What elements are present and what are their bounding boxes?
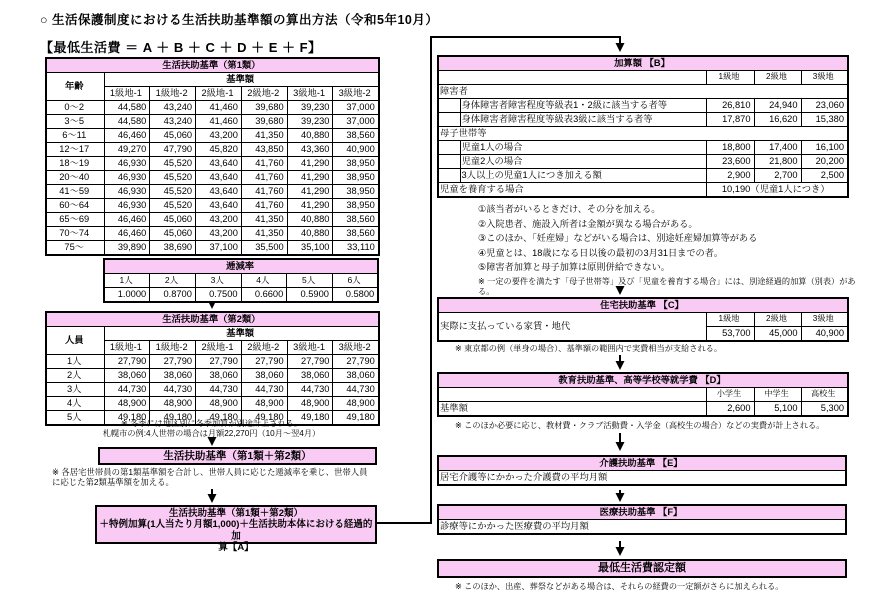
table-cell: 41,350 [241, 227, 287, 241]
row-label: 児童を養育する場合 [438, 183, 706, 198]
table-cell: 37,100 [196, 241, 242, 256]
addition-b-notes [478, 202, 757, 275]
table-cell: 23,060 [801, 99, 848, 113]
row-label: 75～ [46, 241, 104, 256]
table-cell: 45,520 [150, 171, 196, 185]
table1-group-header: 基準額 [104, 73, 379, 87]
table-reduction-rate [103, 258, 379, 303]
table-title-row [438, 298, 848, 313]
table-row [46, 143, 379, 157]
table-cell: 43,200 [196, 213, 242, 227]
section-single-mother: 母子世帯等 [438, 127, 848, 141]
table-header-row [104, 274, 378, 288]
table-cell: 49,180 [150, 411, 196, 426]
indent-cell [438, 155, 460, 169]
table-cell: 27,790 [150, 355, 196, 369]
table-row [46, 383, 379, 397]
row-label: 児童2人の場合 [460, 155, 706, 169]
row-label: 身体障害者障害程度等級表1・2級に該当する者等 [460, 99, 706, 113]
column-header: 1級地-2 [150, 87, 196, 101]
table-cell: 40,880 [287, 129, 333, 143]
table-row [46, 129, 379, 143]
table-cell: 27,790 [104, 355, 150, 369]
table-cell: 45,520 [150, 199, 196, 213]
table-row [438, 402, 848, 417]
table-cell: 0.6600 [241, 288, 287, 303]
row-label: 65～69 [46, 213, 104, 227]
table-row [46, 171, 379, 185]
table-cell: 43,240 [150, 115, 196, 129]
table-cell: 48,900 [150, 397, 196, 411]
winter-note-line1: ※ 冬季には地区別に冬季加算が別途計上される。 [120, 419, 303, 428]
table-cell: 0.5900 [287, 288, 333, 303]
empty-header-cell [438, 71, 706, 85]
table-row [46, 213, 379, 227]
column-header: 1級地 [706, 313, 754, 327]
table-cell: 37,000 [333, 101, 379, 115]
table-cell: 1.0000 [104, 288, 150, 303]
table-cell: 0.8700 [150, 288, 196, 303]
indent-cell [438, 113, 460, 127]
table-row [438, 471, 846, 486]
table-cell: 49,180 [241, 411, 287, 426]
table-cell: 38,060 [104, 369, 150, 383]
table-cell: 39,890 [104, 241, 150, 256]
table-cell: 40,900 [801, 327, 848, 342]
banner-a-line1: 生活扶助基準（第1類＋第2類） [168, 508, 304, 519]
table-cell: 2,900 [706, 169, 754, 183]
note-2: ②入院患者、施設入所者は金額が異なる場合がある。 [478, 218, 698, 229]
table-class1-standard [45, 57, 380, 256]
column-header: 5人 [287, 274, 333, 288]
table-header-row [438, 71, 848, 85]
table-cell: 41,760 [241, 157, 287, 171]
table-cell: 17,400 [754, 141, 801, 155]
note-final: ※ このほか、出産、葬祭などがある場合は、それらの経費の一定額がさらに加えられる。 [455, 582, 784, 591]
table-cell: 39,230 [287, 115, 333, 129]
table-cell: 46,930 [104, 171, 150, 185]
table-cell: 46,930 [104, 199, 150, 213]
table-cell: 41,760 [241, 199, 287, 213]
table-cell: 46,460 [104, 129, 150, 143]
table-cell: 44,730 [196, 383, 242, 397]
table-title-row [438, 505, 846, 520]
table-cell: 41,760 [241, 185, 287, 199]
table-cell: 45,520 [150, 157, 196, 171]
table-cell: 41,290 [287, 199, 333, 213]
table-cell: 26,810 [706, 99, 754, 113]
banner-a-line3: 算【A】 [218, 541, 254, 553]
column-header: 3級地 [801, 313, 848, 327]
banner-a-line2: ＋特例加算(1人当たり月額1,000)＋生活扶助本体における経過的加 [99, 519, 373, 542]
table-cell: 38,060 [196, 369, 242, 383]
table-education-d [437, 372, 849, 417]
table-cell: 49,270 [104, 143, 150, 157]
row-label: 実際に支払っている家賃・地代 [438, 313, 706, 342]
table-cell: 39,680 [241, 115, 287, 129]
table-cell: 46,930 [104, 185, 150, 199]
tableD-title: 教育扶助基準、高等学校等就学費 【D】 [438, 373, 848, 388]
boxF-body: 診療等にかかった医療費の平均月額 [438, 520, 846, 535]
table-cell: 27,790 [241, 355, 287, 369]
table-row [438, 183, 848, 198]
table-row [46, 227, 379, 241]
table-title-row [104, 259, 378, 274]
table-cell: 48,900 [333, 397, 379, 411]
table-cell: 20,200 [801, 155, 848, 169]
table-cell: 27,790 [287, 355, 333, 369]
table-cell: 2,600 [706, 402, 754, 417]
table-cell: 38,560 [333, 213, 379, 227]
table-title-row [438, 56, 848, 71]
column-header: 1級地-1 [104, 341, 150, 355]
table-cell: 44,730 [241, 383, 287, 397]
table-cell: 43,360 [287, 143, 333, 157]
table-cell: 43,200 [196, 227, 242, 241]
table-cell: 44,580 [104, 101, 150, 115]
table-cell: 10,190（児童1人につき） [706, 183, 848, 198]
table-cell: 48,900 [196, 397, 242, 411]
table-addition-b [437, 55, 849, 198]
table-cell: 41,290 [287, 157, 333, 171]
table-cell: 41,290 [287, 171, 333, 185]
table-row [46, 199, 379, 213]
table2-title: 生活扶助基準（第2類） [46, 312, 379, 327]
table1-row-header: 年齢 [46, 73, 104, 101]
table-cell: 43,200 [196, 129, 242, 143]
table-header-row [46, 73, 379, 87]
column-header: 1級地 [706, 71, 754, 85]
page-title: ○ 生活保護制度における生活扶助基準額の算出方法（令和5年10月） [40, 13, 439, 27]
note-d: ※ このほか必要に応じ、教材費・クラブ活動費・入学金（高校生の場合）などの実費が計上される。 [455, 421, 825, 430]
column-header: 2級地-2 [241, 87, 287, 101]
column-header: 4人 [241, 274, 287, 288]
banner-a-total [95, 505, 377, 553]
table-cell: 45,820 [196, 143, 242, 157]
table-cell: 43,640 [196, 157, 242, 171]
table-cell: 45,520 [150, 185, 196, 199]
table-row [438, 99, 848, 113]
column-header: 1人 [104, 274, 150, 288]
table-cell: 5,100 [754, 402, 801, 417]
table-cell: 37,000 [333, 115, 379, 129]
row-label: 60～64 [46, 199, 104, 213]
column-header: 3人 [195, 274, 241, 288]
table-cell: 18,800 [706, 141, 754, 155]
table-title-row [438, 456, 846, 471]
table-row [438, 155, 848, 169]
note-4: ④児童とは、18歳になる日以後の最初の3月31日までの者。 [478, 247, 724, 258]
table-cell: 40,880 [287, 213, 333, 227]
table-cell: 38,950 [333, 199, 379, 213]
note-star-b: ※ 一定の要件を満たす「母子世帯等」及び「児童を養育する場合」には、別途経過的加算（別表）がある。 [478, 277, 856, 296]
row-label: 1人 [46, 355, 104, 369]
row-label: 41～59 [46, 185, 104, 199]
winter-note [45, 419, 378, 439]
row-label: 3人 [46, 383, 104, 397]
table-cell: 39,230 [287, 101, 333, 115]
table-cell: 41,460 [196, 101, 242, 115]
table-title-row [438, 373, 848, 388]
table-cell: 44,730 [150, 383, 196, 397]
row-label: 12～17 [46, 143, 104, 157]
row-label: 2人 [46, 369, 104, 383]
indent-cell [438, 141, 460, 155]
row-label: 児童1人の場合 [460, 141, 706, 155]
box-longterm-care-e [437, 455, 847, 486]
row-label: 70～74 [46, 227, 104, 241]
table-row [104, 288, 378, 303]
table-cell: 49,180 [287, 411, 333, 426]
column-header: 2級地 [754, 71, 801, 85]
table-cell: 5,300 [801, 402, 848, 417]
table-cell: 38,060 [287, 369, 333, 383]
table-row [438, 113, 848, 127]
box-medical-f [437, 504, 847, 535]
table-cell: 44,730 [287, 383, 333, 397]
column-header: 3級地-2 [333, 87, 379, 101]
table-cell: 47,790 [150, 143, 196, 157]
table-row [46, 157, 379, 171]
table-cell: 38,560 [333, 129, 379, 143]
table2-body [46, 355, 379, 426]
table-cell: 17,870 [706, 113, 754, 127]
row-label: 身体障害者障害程度等級表3級に該当する者等 [460, 113, 706, 127]
column-header: 2人 [150, 274, 196, 288]
note-c: ※ 東京都の例（単身の場合）、基準額の範囲内で実費相当が支給される。 [455, 344, 723, 353]
table-row [46, 115, 379, 129]
row-label: 0～2 [46, 101, 104, 115]
table-cell: 21,800 [754, 155, 801, 169]
table-cell: 49,180 [104, 411, 150, 426]
note-3: ③このほか、「妊産婦」などがいる場合は、別途妊産婦加算等がある [478, 233, 758, 244]
table-row [46, 397, 379, 411]
note-1: ①該当者がいるときだけ、その分を加える。 [478, 204, 661, 214]
tableC-title: 住宅扶助基準 【C】 [438, 298, 848, 313]
column-header: 高校生 [801, 388, 848, 402]
row-label: 基準額 [438, 402, 706, 417]
table2-row-header: 人員 [46, 327, 104, 355]
table-row [438, 169, 848, 183]
table-class2-standard [45, 311, 380, 426]
table-cell: 38,060 [333, 369, 379, 383]
combine-note [52, 468, 368, 488]
table-row [46, 355, 379, 369]
table-cell: 41,350 [241, 129, 287, 143]
table1-body [46, 101, 379, 256]
empty-header-cell [438, 388, 706, 402]
row-label: 18～19 [46, 157, 104, 171]
table-cell: 38,560 [333, 227, 379, 241]
table-cell: 43,850 [241, 143, 287, 157]
column-header: 3級地-1 [287, 341, 333, 355]
table-cell: 43,640 [196, 199, 242, 213]
table-cell: 16,100 [801, 141, 848, 155]
section-row [438, 127, 848, 141]
table-cell: 38,060 [150, 369, 196, 383]
column-header: 3級地-1 [287, 87, 333, 101]
table-cell: 41,460 [196, 115, 242, 129]
tableB-title: 加算額 【B】 [438, 56, 848, 71]
table-cell: 44,730 [104, 383, 150, 397]
table-cell: 27,790 [333, 355, 379, 369]
table-cell: 43,640 [196, 171, 242, 185]
table-cell: 45,060 [150, 213, 196, 227]
table-header-row [46, 327, 379, 341]
table-cell: 43,240 [150, 101, 196, 115]
row-label: 3人以上の児童1人につき加える額 [460, 169, 706, 183]
table-cell: 44,580 [104, 115, 150, 129]
column-header: 2級地-1 [196, 87, 242, 101]
table-header-row [438, 388, 848, 402]
table-cell: 15,380 [801, 113, 848, 127]
table-cell: 41,290 [287, 185, 333, 199]
table-row [46, 101, 379, 115]
column-header: 2級地-1 [196, 341, 242, 355]
table-row [46, 369, 379, 383]
column-header: 1級地-2 [150, 341, 196, 355]
column-header: 2級地-2 [241, 341, 287, 355]
indent-cell [438, 99, 460, 113]
combine-note-line2: に応じた第2類基準額を加える。 [52, 476, 174, 487]
table-cell: 38,950 [333, 171, 379, 185]
table-cell: 46,930 [104, 157, 150, 171]
table-header-row [438, 313, 848, 327]
table-cell: 16,620 [754, 113, 801, 127]
table-cell: 27,790 [196, 355, 242, 369]
table-cell: 41,760 [241, 171, 287, 185]
table-cell: 35,500 [241, 241, 287, 256]
table-row [46, 241, 379, 256]
combine-note-line1: ※ 各居宅世帯員の第1類基準額を合計し、世帯人員に応じた逓減率を乗じ、世帯人員 [52, 467, 368, 477]
teigen-title: 逓減率 [104, 259, 378, 274]
note-5: ⑤障害者加算と母子加算は原則併給できない。 [478, 262, 670, 273]
column-header: 中学生 [754, 388, 801, 402]
boxE-title: 介護扶助基準 【E】 [438, 456, 846, 471]
table-cell: 43,640 [196, 185, 242, 199]
table-cell: 38,060 [241, 369, 287, 383]
table-row [438, 141, 848, 155]
row-label: 20～40 [46, 171, 104, 185]
row-label: 3～5 [46, 115, 104, 129]
table-title-row [46, 58, 379, 73]
table-cell: 0.7500 [195, 288, 241, 303]
table-cell: 2,500 [801, 169, 848, 183]
table-housing-c [437, 297, 849, 342]
column-header: 6人 [332, 274, 378, 288]
winter-note-line2: 札幌市の例:4人世帯の場合は月額22,270円（10月～翌4月） [102, 428, 321, 438]
column-header: 3級地 [801, 71, 848, 85]
table-cell: 49,180 [333, 411, 379, 426]
table-cell: 49,180 [196, 411, 242, 426]
table-cell: 41,350 [241, 213, 287, 227]
table-cell: 24,940 [754, 99, 801, 113]
table-cell: 46,460 [104, 213, 150, 227]
formula-heading: 【最低生活費 ＝ A ＋ B ＋ C ＋ D ＋ E ＋ F】 [40, 40, 322, 55]
table-cell: 45,000 [754, 327, 801, 342]
table-cell: 48,900 [287, 397, 333, 411]
table-cell: 45,060 [150, 227, 196, 241]
table-cell: 23,600 [706, 155, 754, 169]
table-cell: 38,950 [333, 157, 379, 171]
row-label: 5人 [46, 411, 104, 426]
table1-title: 生活扶助基準（第1類） [46, 58, 379, 73]
column-header: 小学生 [706, 388, 754, 402]
table-cell: 46,460 [104, 227, 150, 241]
table-cell: 38,950 [333, 185, 379, 199]
table-cell: 53,700 [706, 327, 754, 342]
table-title-row [46, 312, 379, 327]
table-cell: 2,700 [754, 169, 801, 183]
table-cell: 38,690 [150, 241, 196, 256]
table-cell: 0.5800 [332, 288, 378, 303]
row-label: 4人 [46, 397, 104, 411]
table-cell: 45,060 [150, 129, 196, 143]
table-row [46, 185, 379, 199]
section-row [438, 85, 848, 99]
column-header: 2級地 [754, 313, 801, 327]
table2-group-header: 基準額 [104, 327, 379, 341]
table-cell: 48,900 [104, 397, 150, 411]
table-cell: 40,900 [333, 143, 379, 157]
column-header: 1級地-1 [104, 87, 150, 101]
table-cell: 44,730 [333, 383, 379, 397]
table-cell: 33,110 [333, 241, 379, 256]
column-header: 3級地-2 [333, 341, 379, 355]
table-cell: 40,880 [287, 227, 333, 241]
row-label: 6～11 [46, 129, 104, 143]
indent-cell [438, 169, 460, 183]
banner-class1-plus-class2: 生活扶助基準（第1類＋第2類） [98, 447, 377, 465]
section-disabled: 障害者 [438, 85, 848, 99]
boxE-body: 居宅介護等にかかった介護費の平均月額 [438, 471, 846, 486]
banner-minimum-cost: 最低生活費認定額 [437, 559, 847, 578]
table-cell: 35,100 [287, 241, 333, 256]
table-cell: 39,680 [241, 101, 287, 115]
table-cell: 48,900 [241, 397, 287, 411]
table-row [438, 520, 846, 535]
boxF-title: 医療扶助基準 【F】 [438, 505, 846, 520]
